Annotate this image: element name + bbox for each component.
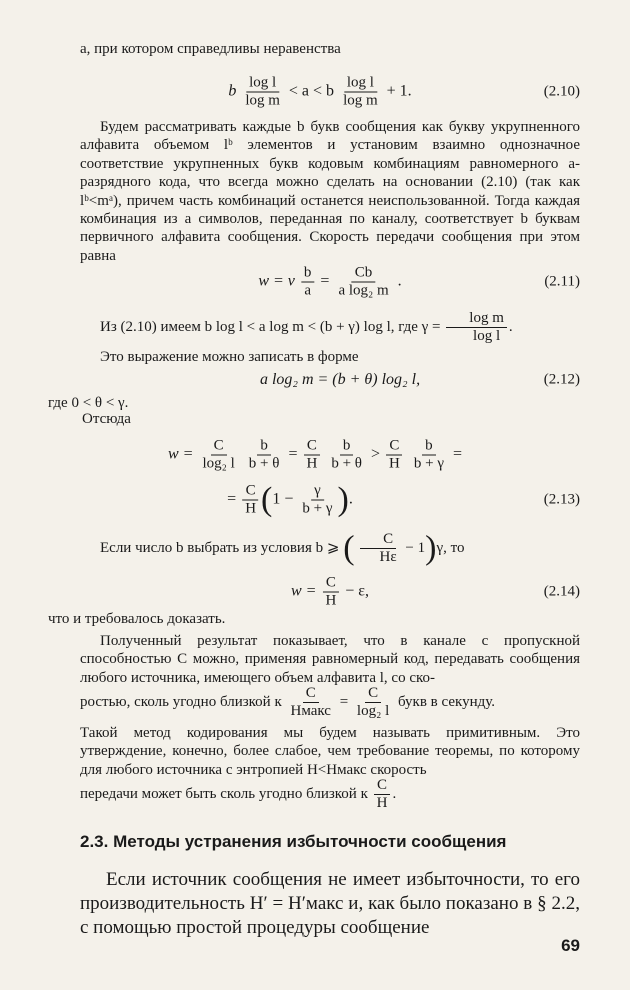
eq-2-14-number: (2.14) [543,583,580,600]
hence-line: Отсюда [82,411,131,427]
eq-2-10-tail: + 1. [386,82,412,100]
equation-2-11: w = v $\frac{b}{a}$ = $\frac{Cb}{\text{a log₂ m}}$ . (2.11) [258,264,580,299]
paragraph-1: Будем рассматривать каждые b букв сообщения как букву укрупненного алфавита объемом lᵇ элементов и установим взаимно однозначное соответствие укрупненных букв кодовым комбинациям равномерного a-разрядного кода, что всегда можно сделать на основании (2.10) (так как lᵇ<mᵃ), причем часть комбинаций останется неиспользованной. Тогда каждая комбинация из a символов, переданная по каналу, соответствует b буквам первичного алфавита сообщения. Скорость передачи сообщения при этом равна [80,119,580,264]
condition-line: Если число b выбрать из условия b ⩾ ( $\frac{C}{H\varepsilon}$ − 1)γ, то [100,529,465,567]
eq-2-10-b: b [228,82,237,100]
page-number: 69 [561,936,580,955]
equation-2-13-line2: = $\frac{C}{H}$ (1 − $\frac{\gamma}{b + \gamma}$ ). (2.13) [227,481,580,518]
speed-line: ростью, сколь угодно близкой к $\frac{C}{\text{Hмакс}}$ = $\frac{C}{\text{log₂ l}}$ букв в секунду. [80,685,495,720]
equation-2-10 [80,72,580,112]
eq-2-12-number: (2.12) [543,371,580,388]
final-line: передачи может быть сколь угодно близкой к $\frac{C}{H}$ . [80,777,397,812]
section-paragraph: Если источник сообщения не имеет избыточности, то его производительность H′ = H′макс и, как было показано в § 2.2, с помощью простой процедуры сообщение [80,869,580,938]
eq-2-10-mid: < a < b [288,82,335,100]
where-line: где 0 < θ < γ. [48,395,129,411]
eq-2-10-frac2: $\frac{\text{log l}}{\text{log m}}$ [343,74,378,109]
paragraph-3: Такой метод кодирования мы будем называть примитивным. Это утверждение, конечно, более слабое, чем требование теоремы, по которому для любого источника с энтропией H<Hмакс скорость [80,725,580,778]
eq-2-13-number: (2.13) [543,491,580,508]
eq-2-11-number: (2.11) [544,273,580,290]
inequality-line: Из (2.10) имеем b log l < a log m < (b + γ) log l, где γ = $\frac{\text{log m}}{\text{log l}}$ . [100,310,513,344]
equation-2-13-line1: w = $\frac{C}{\text{log₂ l}}$ $\frac{b}{b + \theta}$ = $\frac{C}{H}$ $\frac{b}{b + \theta}$ > $\frac{C}{H}$ $\frac{b}{b + \gamma}$ = [168,437,462,472]
equation-2-12: a log₂ m = (b + θ) log₂ l, (2.12) [259,371,580,388]
intro-line: а, при котором справедливы неравенства [80,41,341,57]
equation-2-14: w = $\frac{C}{H}$ − ε, (2.14) [290,574,580,609]
proved-line: что и требовалось доказать. [48,611,226,627]
eq-2-10-number: (2.10) [543,83,580,100]
eq-2-10-frac1: $\frac{\text{log l}}{\text{log m}}$ [245,74,280,109]
section-heading: 2.3. Методы устранения избыточности сообщения [80,832,507,851]
expression-line: Это выражение можно записать в форме [100,349,359,365]
paragraph-2: Полученный результат показывает, что в канале с пропускной способностью C можно, применяя равномерный код, передавать сообщения любого источника, имеющего объем алфавита l, со ско- [80,633,580,686]
